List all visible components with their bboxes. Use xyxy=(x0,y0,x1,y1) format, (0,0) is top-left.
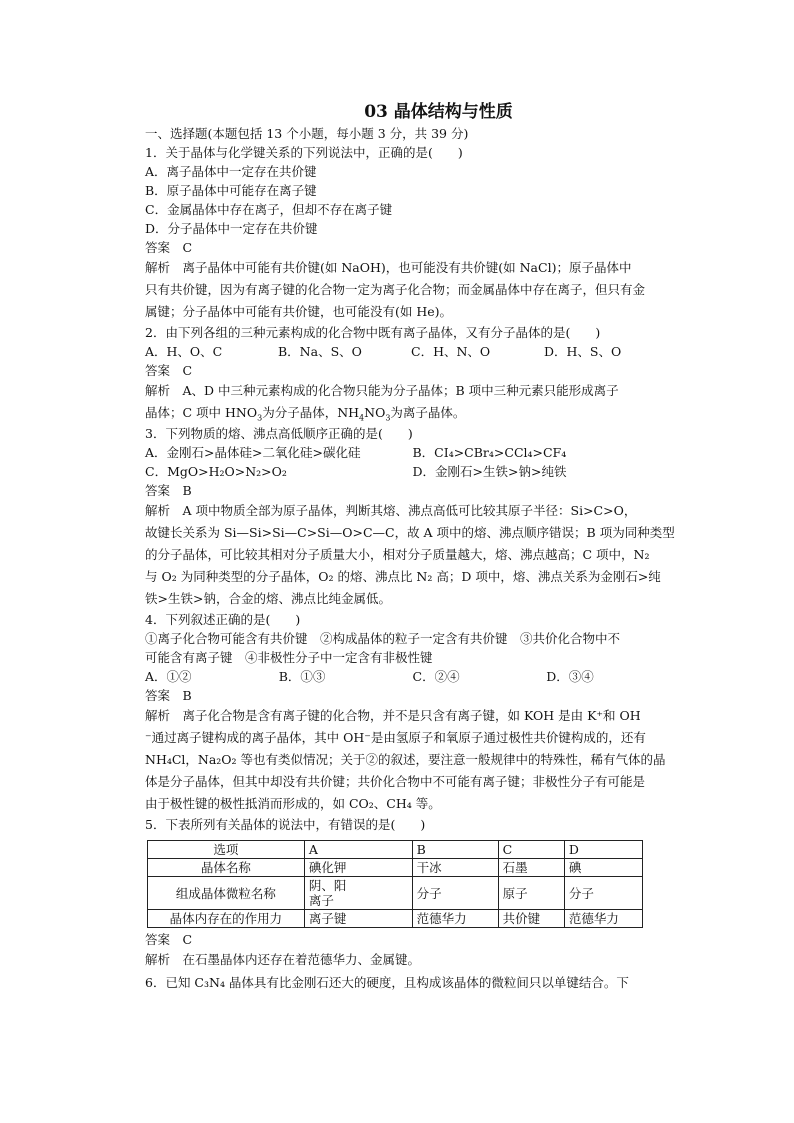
analysis-text: 为分子晶体，NH xyxy=(262,405,360,420)
question-4-statement: 可能含有离子键 ④非极性分子中一定含有非极性键 xyxy=(145,650,433,665)
analysis-line: 的分子晶体，可比较其相对分子质量大小，相对分子质量越大，熔、沸点越高；C 项中，N₂ xyxy=(145,547,650,562)
table-cell: 阴、阳 离子 xyxy=(304,877,412,910)
question-2-option-c: C．H、N、O xyxy=(411,344,491,359)
analysis-line: 由于极性键的极性抵消而形成的，如 CO₂、CH₄ 等。 xyxy=(145,796,441,811)
question-1-option-d: D．分子晶体中一定存在共价键 xyxy=(145,221,318,236)
table-row xyxy=(148,877,643,910)
table-cell: 组成晶体微粒名称 xyxy=(148,877,305,910)
table-cell: 选项 xyxy=(148,841,305,859)
table-cell: 晶体内存在的作用力 xyxy=(148,910,305,928)
question-1-analysis xyxy=(145,257,680,323)
document-title: 03 晶体结构与性质 xyxy=(364,102,513,122)
table-cell: 范德华力 xyxy=(412,910,498,928)
analysis-text: 为离子晶体。 xyxy=(390,405,466,420)
question-2-analysis xyxy=(145,380,680,424)
question-5-answer: 答案 C xyxy=(145,932,193,947)
question-2-options xyxy=(145,342,680,361)
table-header-row xyxy=(148,841,643,859)
subscript: 3 xyxy=(385,413,391,423)
question-1-option-c: C．金属晶体中存在离子，但却不存在离子键 xyxy=(145,202,393,217)
table-row xyxy=(148,910,643,928)
analysis-line: 与 O₂ 为同种类型的分子晶体，O₂ 的熔、沸点比 N₂ 高；D 项中，熔、沸点关系为金刚石>纯 xyxy=(145,569,661,584)
analysis-line xyxy=(145,402,680,424)
question-2-option-b: B．Na、S、O xyxy=(278,344,362,359)
question-4-options xyxy=(145,667,680,686)
table-cell: D xyxy=(564,841,642,859)
table-row xyxy=(148,859,643,877)
question-1-option-a: A．离子晶体中一定存在共价键 xyxy=(145,164,317,179)
analysis-line: 故键长关系为 Si—Si>Si—C>Si—O>C—C，故 A 项中的熔、沸点顺序错误；B 项为同种类型 xyxy=(145,525,675,540)
question-4-option-c: C．②④ xyxy=(412,669,460,684)
table-cell: 离子键 xyxy=(304,910,412,928)
question-4-stem: 4．下列叙述正确的是( ) xyxy=(145,612,301,627)
table-cell: 共价键 xyxy=(498,910,564,928)
analysis-line: 体是分子晶体，但其中却没有共价键；共价化合物中不可能有离子键；非极性分子有可能是 xyxy=(145,774,646,789)
analysis-line: 解析 在石墨晶体内还存在着范德华力、金属键。 xyxy=(145,952,421,967)
question-3-stem: 3．下列物质的熔、沸点高低顺序正确的是( ) xyxy=(145,426,413,441)
analysis-line: 解析 离子晶体中可能有共价键(如 NaOH)，也可能没有共价键(如 NaCl)；原子晶体中 xyxy=(145,260,632,275)
subscript: 3 xyxy=(257,413,263,423)
question-4-analysis xyxy=(145,705,680,815)
table-cell: 晶体名称 xyxy=(148,859,305,877)
question-2-option-a: A．H、O、C xyxy=(145,344,223,359)
table-cell: 分子 xyxy=(412,877,498,910)
analysis-line: 解析 离子化合物是含有离子键的化合物，并不是只含有离子键，如 KOH 是由 K⁺和 OH xyxy=(145,708,641,723)
question-2-stem: 2．由下列各组的三种元素构成的化合物中既有离子晶体，又有分子晶体的是( ) xyxy=(145,325,601,340)
analysis-text: NO xyxy=(364,405,386,420)
question-2-answer: 答案 C xyxy=(145,363,193,378)
table-cell: A xyxy=(304,841,412,859)
question-5-analysis xyxy=(145,949,680,971)
document-page xyxy=(145,100,680,995)
table-cell: 分子 xyxy=(564,877,642,910)
analysis-line: ⁻通过离子键构成的离子晶体，其中 OH⁻是由氢原子和氧原子通过极性共价键构成的，还有 xyxy=(145,730,646,745)
question-5-stem: 5．下表所列有关晶体的说法中，有错误的是( ) xyxy=(145,817,426,832)
table-cell: 干冰 xyxy=(412,859,498,877)
question-4-answer: 答案 B xyxy=(145,688,192,703)
question-3-option-c: C．MgO>H₂O>N₂>O₂ xyxy=(145,464,287,479)
question-3-option-d: D．金刚石>生铁>钠>纯铁 xyxy=(412,464,567,479)
analysis-line: NH₄Cl，Na₂O₂ 等也有类似情况；关于②的叙述，要注意一般规律中的特殊性，稀有气体的晶 xyxy=(145,752,666,767)
question-3-answer: 答案 B xyxy=(145,483,192,498)
question-6-stem: 6．已知 C₃N₄ 晶体具有比金刚石还大的硬度，且构成该晶体的微粒间只以单键结合。下 xyxy=(145,975,629,990)
table-cell: 范德华力 xyxy=(564,910,642,928)
table-cell: B xyxy=(412,841,498,859)
question-3-analysis xyxy=(145,500,680,610)
question-1-answer: 答案 C xyxy=(145,240,193,255)
analysis-line: 解析 A 项中物质全部为原子晶体，判断其熔、沸点高低可比较其原子半径：Si>C>O， xyxy=(145,503,637,518)
table-cell: 碘化钾 xyxy=(304,859,412,877)
question-3-options-row-1 xyxy=(145,443,680,462)
question-3-option-a: A．金刚石>晶体硅>二氧化硅>碳化硅 xyxy=(145,445,361,460)
question-2-option-d: D．H、S、O xyxy=(544,344,622,359)
analysis-line: 解析 A、D 中三种元素构成的化合物只能为分子晶体；B 项中三种元素只能形成离子 xyxy=(145,383,619,398)
analysis-line: 铁>生铁>钠，合金的熔、沸点比纯金属低。 xyxy=(145,591,391,606)
question-4-option-b: B．①③ xyxy=(278,669,326,684)
question-1-stem: 1．关于晶体与化学键关系的下列说法中，正确的是( ) xyxy=(145,145,463,160)
table-cell: C xyxy=(498,841,564,859)
question-3-options-row-2 xyxy=(145,462,680,481)
subscript: 4 xyxy=(359,413,365,423)
section-heading: 一、选择题(本题包括 13 个小题，每小题 3 分，共 39 分) xyxy=(145,126,469,141)
question-4-option-a: A．①② xyxy=(145,669,192,684)
table-cell: 原子 xyxy=(498,877,564,910)
analysis-line: 属键；分子晶体中可能有共价键，也可能没有(如 He)。 xyxy=(145,304,453,319)
table-cell: 石墨 xyxy=(498,859,564,877)
question-4-option-d: D．③④ xyxy=(546,669,594,684)
question-4-statement: ①离子化合物可能含有共价键 ②构成晶体的粒子一定含有共价键 ③共价化合物中不 xyxy=(145,631,621,646)
table-cell: 碘 xyxy=(564,859,642,877)
analysis-line: 只有共价键，因为有离子键的化合物一定为离子化合物；而金属晶体中存在离子，但只有金 xyxy=(145,282,646,297)
crystal-table xyxy=(147,840,643,928)
analysis-text: 晶体；C 项中 HNO xyxy=(145,405,258,420)
question-1-option-b: B．原子晶体中可能存在离子键 xyxy=(145,183,317,198)
question-3-option-b: B．CI₄>CBr₄>CCl₄>CF₄ xyxy=(412,445,567,460)
